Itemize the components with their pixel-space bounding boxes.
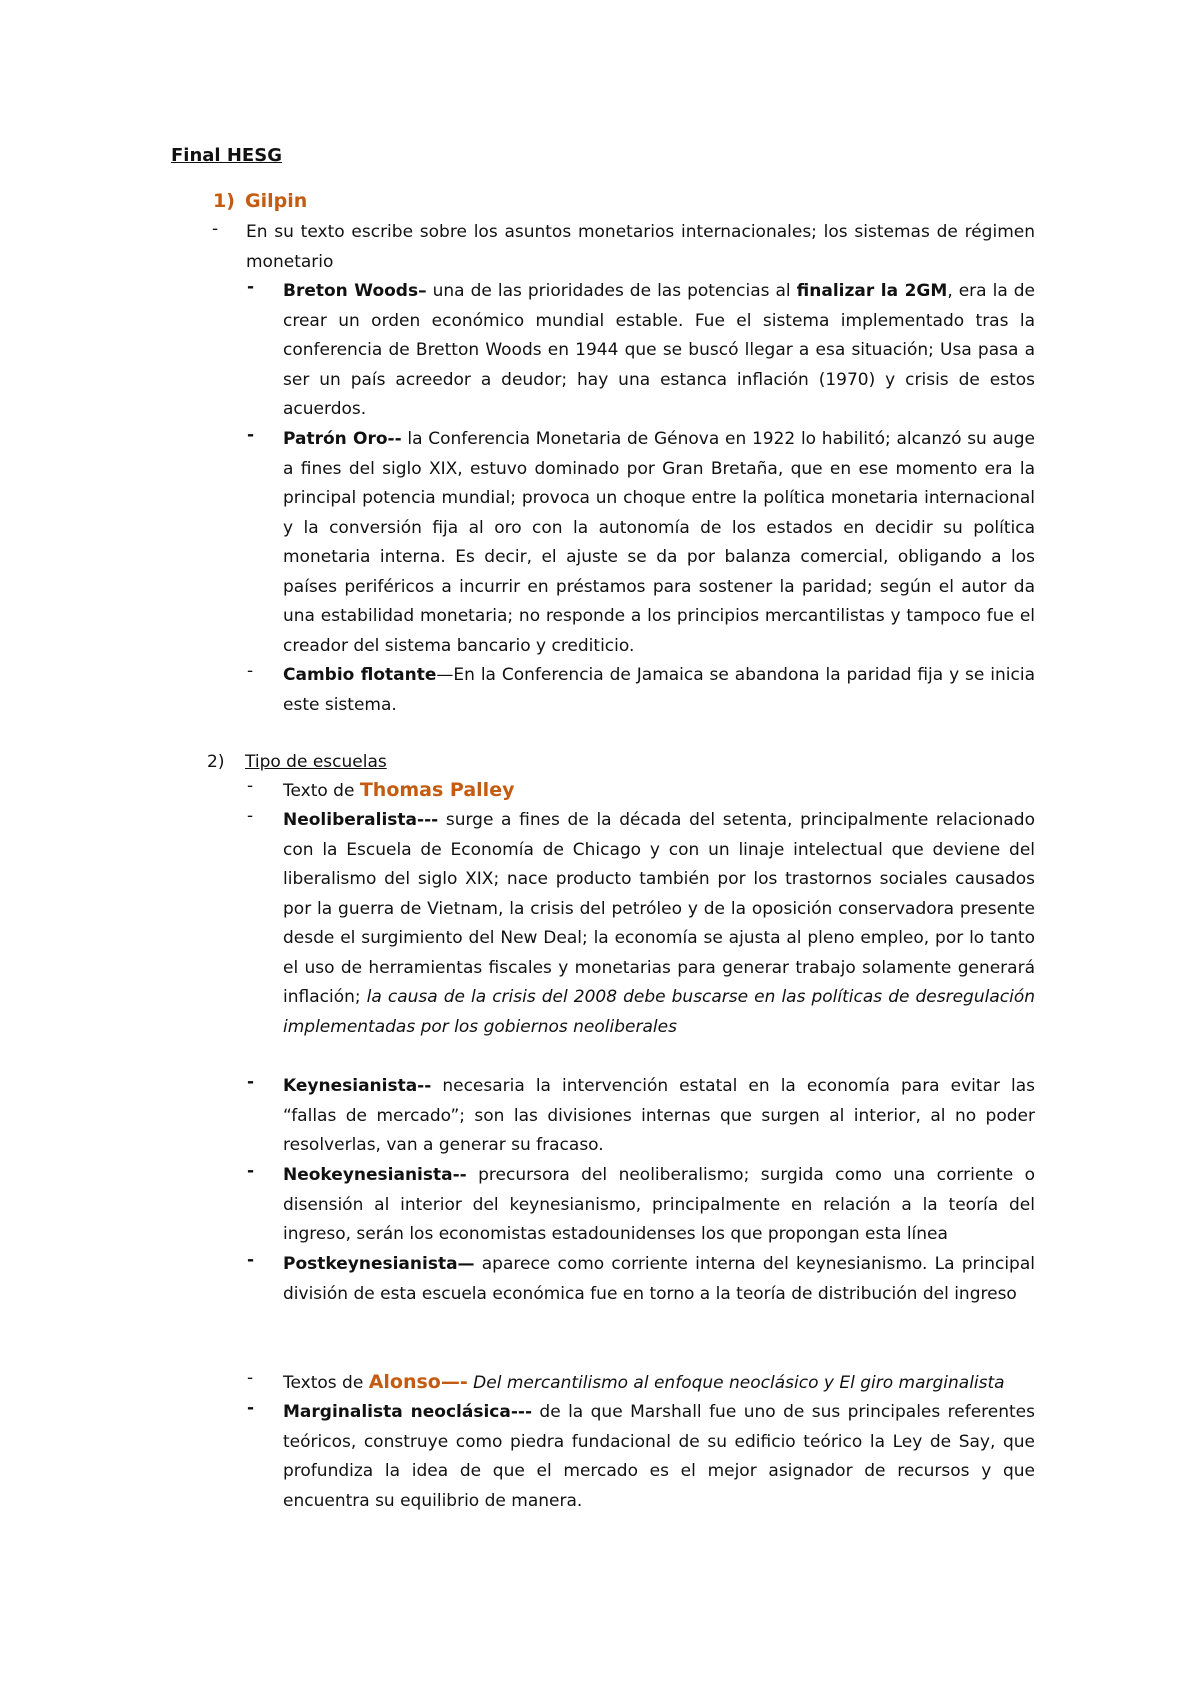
item-text: la Conferencia Monetaria de Génova en 1922 lo habilitó; alcanzó su auge a fines del siglo XIX, estuvo dominado por Gran Bretaña, que en ese momento era la principal potencia mundial; provoca un choque entre la política monetaria internacional y la conversión fija al oro con la autonomía de los estados en decidir su política monetaria interna. Es decir, el ajuste se da por balanza comercial, obligando a los países periféricos a incurrir en préstamos para sostener la paridad; según el autor da una estabilidad monetaria; no responde a los principios mercantilistas y tampoco fue el creador del sistema bancario y crediticio. — [283, 429, 1035, 656]
section-1-title: Gilpin — [245, 190, 308, 212]
term-neoliberalista: Neoliberalista--- — [283, 810, 439, 830]
item-text: —En la Conferencia de Jamaica se abandona la paridad fija y se inicia este sistema. — [283, 665, 1035, 715]
bullet-dash: - — [247, 776, 254, 796]
term-marginalista: Marginalista neoclásica--- — [283, 1402, 532, 1422]
item-italic-text: la causa de la crisis del 2008 debe buscarse en las políticas de desregulación implementadas por los gobiernos neoliberales — [283, 987, 1035, 1037]
bullet-dash: - — [212, 219, 219, 239]
bullet-dash: - — [247, 1398, 255, 1418]
item-text: , era la de crear un orden económico mundial estable. Fue el sistema implementado tras la conferencia de Bretton Woods en 1944 que se buscó llegar a esa situación; Usa pasa a ser un país acreedor a deudor; hay una estanca inflación (1970) y crisis de estos acuerdos. — [283, 281, 1036, 419]
document-title: Final HESG — [171, 145, 282, 166]
item-text: precursora del neoliberalismo; surgida como una corriente o disensión al interior del keynesianismo, principalmente en relación a la teoría del ingreso, serán los economistas estadounidenses los que propongan esta línea — [283, 1165, 1035, 1244]
item-text: una de las prioridades de las potencias al — [426, 281, 797, 301]
author-alonso: Alonso—- — [368, 1371, 468, 1393]
bullet-dash: - — [247, 1250, 255, 1270]
section-2-number: 2) — [207, 752, 225, 772]
section-2-title: Tipo de escuelas — [245, 752, 387, 772]
section-1-heading — [213, 190, 307, 212]
section-1-intro: En su texto escribe sobre los asuntos monetarios internacionales; los sistemas de régimen monetario — [246, 222, 1035, 272]
item-marginalista — [283, 1398, 1035, 1516]
item-alonso — [283, 1368, 1063, 1399]
item-italic-text: Del mercantilismo al enfoque neoclásico y El giro marginalista — [467, 1373, 1005, 1393]
term-cambio-flotante: Cambio flotante — [283, 665, 437, 685]
item-postkeynesianista — [283, 1250, 1035, 1309]
term-breton-woods: Breton Woods– — [283, 281, 427, 301]
item-neoliberalista — [283, 806, 1035, 1042]
item-text: Texto de — [283, 781, 360, 801]
term-patron-oro: Patrón Oro-- — [283, 429, 402, 449]
author-thomas-palley: Thomas Palley — [359, 779, 515, 801]
item-keynesianista — [283, 1072, 1035, 1161]
bullet-dash: - — [247, 1161, 255, 1181]
item-text: surge a fines de la década del setenta, principalmente relacionado con la Escuela de Economía de Chicago y con un linaje intelectual que deviene del liberalismo del siglo XIX; nace producto también por los trastornos sociales causados por la guerra de Vietnam, la crisis del petróleo y de la oposición conservadora presente desde el surgimiento del New Deal; la economía se ajusta al pleno empleo, por lo tanto el uso de herramientas fiscales y monetarias para generar trabajo solamente generará inflación; — [283, 810, 1035, 1007]
item-breton-woods — [283, 277, 1035, 425]
item-patron-oro — [283, 425, 1035, 661]
item-cambio-flotante — [283, 661, 1035, 720]
item-text: Textos de — [283, 1373, 369, 1393]
bullet-dash: - — [247, 425, 255, 445]
item-text: necesaria la intervención estatal en la economía para evitar las “fallas de mercado”; son las divisiones internas que surgen al interior, al no poder resolverlas, van a generar su fracaso. — [283, 1076, 1035, 1155]
bullet-dash: - — [247, 277, 255, 297]
bullet-dash: - — [247, 1072, 255, 1092]
term-keynesianista: Keynesianista-- — [283, 1076, 432, 1096]
item-neokeynesianista — [283, 1161, 1035, 1250]
bullet-dash: - — [247, 806, 254, 826]
item-text: aparece como corriente interna del keynesianismo. La principal división de esta escuela económica fue en torno a la teoría de distribución del ingreso — [283, 1254, 1035, 1304]
term-postkeynesianista: Postkeynesianista— — [283, 1254, 475, 1274]
item-bold-text: finalizar la 2GM — [796, 281, 948, 301]
item-text: de la que Marshall fue uno de sus principales referentes teóricos, construye como piedra fundacional de su edificio teórico la Ley de Say, que profundiza la idea de que el mercado es el mejor asignador de recursos y que encuentra su equilibrio de manera. — [283, 1402, 1036, 1511]
bullet-dash: - — [247, 661, 254, 681]
item-palley — [283, 776, 514, 807]
term-neokeynesianista: Neokeynesianista-- — [283, 1165, 467, 1185]
bullet-dash: - — [247, 1368, 254, 1388]
section-1-number: 1) — [213, 190, 235, 212]
